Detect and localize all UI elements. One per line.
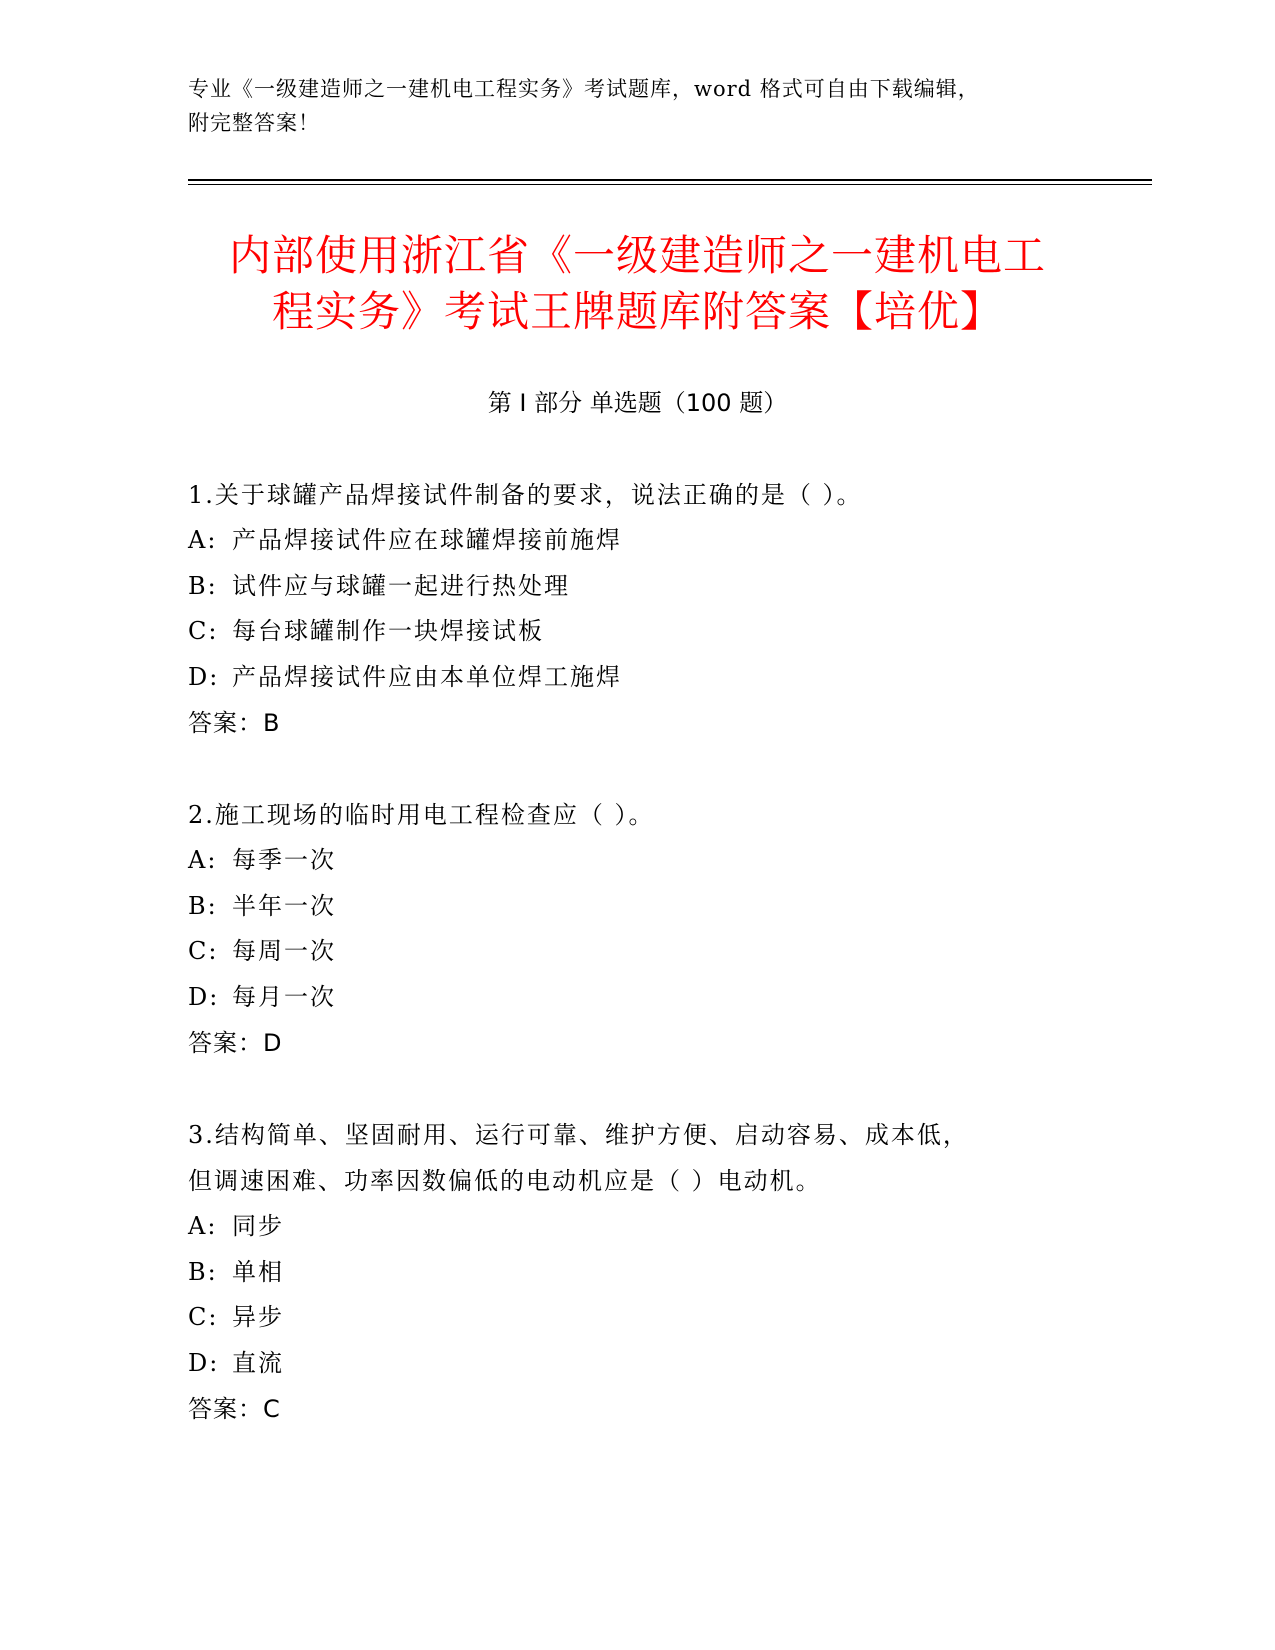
section-heading: 第 I 部分 单选题（100 题） [487, 389, 788, 417]
option-letter: D: [188, 1348, 220, 1377]
option-text: 单相 [232, 1257, 284, 1286]
question-stem [188, 792, 1088, 838]
answer-line: 答案：D [188, 1029, 283, 1057]
question-item [188, 472, 1088, 746]
question-stem [188, 1112, 1088, 1204]
document-title-line: 内部使用浙江省《一级建造师之一建机电工 [228, 231, 1046, 280]
option-letter: D: [188, 662, 220, 691]
option-letter: A: [188, 1212, 218, 1240]
option-letter: D: [188, 982, 220, 1011]
question-stem-line: 但调速困难、功率因数偏低的电动机应是（ ）电动机。 [188, 1167, 822, 1195]
option-d [188, 655, 1088, 701]
option-d [188, 1341, 1088, 1387]
option-text: 每月一次 [232, 982, 336, 1011]
question-item [188, 1112, 1088, 1432]
option-text: 产品焊接试件应由本单位焊工施焊 [232, 662, 622, 691]
option-c [188, 609, 1088, 655]
header-divider-thin [188, 184, 1152, 185]
answer-line: 答案：B [188, 709, 281, 737]
option-b [188, 1250, 1088, 1296]
document-title [150, 228, 1125, 340]
option-letter: C: [188, 617, 219, 645]
question-item [188, 792, 1088, 1066]
option-letter: B: [188, 1257, 218, 1286]
option-letter: B: [188, 891, 218, 920]
option-text: 产品焊接试件应在球罐焊接前施焊 [232, 526, 622, 554]
question-stem [188, 472, 1088, 518]
document-title-line: 程实务》考试王牌题库附答案【培优】 [271, 287, 1003, 336]
option-letter: C: [188, 937, 219, 965]
option-text: 每周一次 [232, 937, 336, 965]
option-a [188, 1204, 1088, 1250]
option-letter: A: [188, 526, 218, 554]
option-a [188, 518, 1088, 564]
option-text: 试件应与球罐一起进行热处理 [232, 571, 570, 600]
header-note [188, 72, 1088, 140]
option-text: 半年一次 [232, 891, 336, 920]
option-b [188, 564, 1088, 610]
option-letter: A: [188, 846, 218, 874]
question-stem-line: 1.关于球罐产品焊接试件制备的要求，说法正确的是（ ）。 [188, 481, 863, 509]
answer-line: 答案：C [188, 1395, 281, 1423]
option-text: 每季一次 [232, 846, 336, 874]
option-letter: B: [188, 571, 218, 600]
option-text: 每台球罐制作一块焊接试板 [232, 617, 544, 645]
option-b [188, 884, 1088, 930]
option-letter: C: [188, 1303, 219, 1331]
header-note-line: 专业《一级建造师之一建机电工程实务》考试题库，word 格式可自由下载编辑， [188, 77, 980, 101]
option-text: 直流 [232, 1348, 284, 1377]
option-text: 同步 [232, 1212, 284, 1240]
option-text: 异步 [232, 1303, 284, 1331]
header-divider [188, 179, 1152, 181]
option-c [188, 1295, 1088, 1341]
header-note-line: 附完整答案！ [188, 111, 320, 135]
option-d [188, 975, 1088, 1021]
question-stem-line: 2.施工现场的临时用电工程检查应（ ）。 [188, 801, 655, 829]
option-a [188, 838, 1088, 884]
question-stem-line: 3.结构简单、坚固耐用、运行可靠、维护方便、启动容易、成本低， [188, 1121, 969, 1149]
option-c [188, 929, 1088, 975]
